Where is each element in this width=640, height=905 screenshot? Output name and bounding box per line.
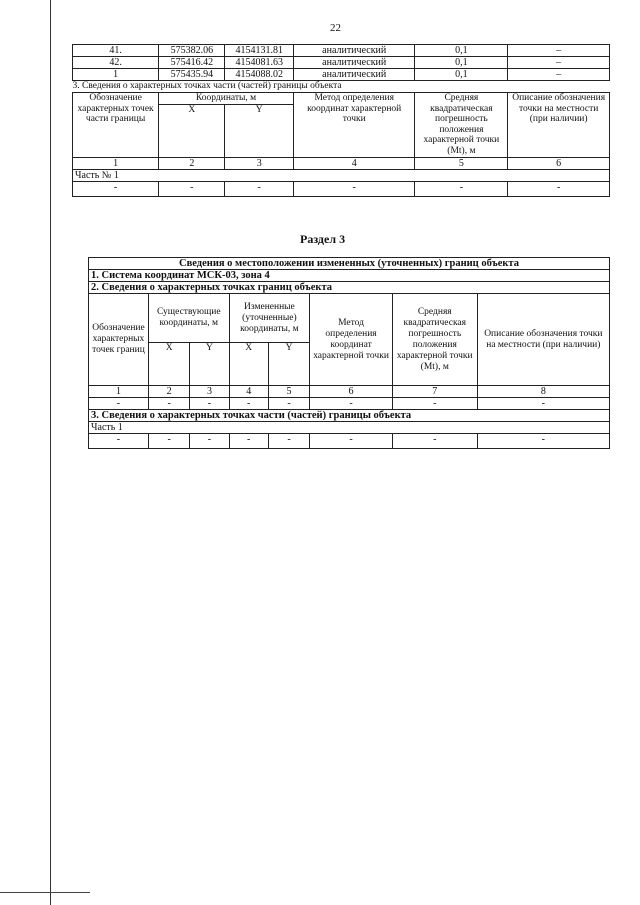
mt-value: 0,1 (415, 69, 508, 81)
top-coordinates-table (72, 44, 610, 197)
col-number: 3 (190, 386, 229, 398)
section-title: Раздел 3 (300, 232, 346, 246)
part-label: Часть № 1 (73, 170, 610, 182)
table-row (89, 398, 610, 410)
part-row (73, 170, 610, 182)
table-header-row (89, 294, 610, 343)
col-number: 7 (392, 386, 477, 398)
coord-y: 4154081.63 (225, 57, 294, 69)
header-existing: Существующие координаты, м (148, 294, 229, 343)
col-number: 4 (293, 158, 415, 170)
method: аналитический (293, 45, 415, 57)
section3-title: Сведения о местоположении измененных (уточненных) границ объекта (89, 258, 610, 270)
method: аналитический (293, 69, 415, 81)
empty-cell: - (508, 182, 610, 197)
page-number: 22 (330, 22, 341, 34)
table-caption: 3. Сведения о характерных точках части (частей) границы объекта (73, 81, 610, 93)
empty-cell: - (148, 398, 189, 410)
col-number: 2 (159, 158, 225, 170)
coord-x: 575416.42 (159, 57, 225, 69)
header-mt: Средняя квадратическая погрешность положения характерной точки (Mt), м (392, 294, 477, 386)
point-number: 41. (73, 45, 159, 57)
table-row (89, 434, 610, 449)
column-number-row (73, 158, 610, 170)
col-number: 5 (415, 158, 508, 170)
empty-cell: - (477, 434, 609, 449)
coordinate-system: 1. Система координат МСК-03, зона 4 (89, 270, 610, 282)
empty-cell: - (89, 398, 149, 410)
header-changed: Измененные (уточненные) координаты, м (229, 294, 310, 343)
table-row (73, 182, 610, 197)
empty-cell: - (268, 398, 309, 410)
header-description: Описание обозначения точки на местности (при наличии) (477, 294, 609, 386)
table-row (73, 81, 610, 93)
footer-line (0, 892, 90, 893)
part-row (89, 422, 610, 434)
col-number: 8 (477, 386, 609, 398)
col-number: 6 (310, 386, 393, 398)
coord-x: 575435.94 (159, 69, 225, 81)
col-number: 4 (229, 386, 268, 398)
header-y: Y (268, 343, 309, 386)
points-heading: 2. Сведения о характерных точках границ объекта (89, 282, 610, 294)
empty-cell: - (310, 434, 393, 449)
empty-cell: - (268, 434, 309, 449)
header-x: X (148, 343, 189, 386)
col-number: 5 (268, 386, 309, 398)
empty-cell: - (293, 182, 415, 197)
empty-cell: - (310, 398, 393, 410)
part-label: Часть 1 (89, 422, 610, 434)
header-x: X (159, 104, 225, 157)
binding-line (50, 0, 51, 905)
mt-value: 0,1 (415, 57, 508, 69)
header-designation: Обозначение характерных точек границ (89, 294, 149, 386)
table-row (73, 69, 610, 81)
table-row (73, 45, 610, 57)
header-description: Описание обозначения точки на местности (при наличии) (508, 93, 610, 158)
header-y: Y (190, 343, 229, 386)
table-row (89, 270, 610, 282)
section3-table (88, 257, 610, 449)
empty-cell: - (225, 182, 294, 197)
header-mt: Средняя квадратическая погрешность положения характерной точки (Mt), м (415, 93, 508, 158)
header-x: X (229, 343, 268, 386)
empty-cell: - (392, 398, 477, 410)
header-method: Метод определения координат характерной точки (310, 294, 393, 386)
table-row (73, 57, 610, 69)
col-number: 1 (89, 386, 149, 398)
col-number: 2 (148, 386, 189, 398)
header-method: Метод определения координат характерной точки (293, 93, 415, 158)
empty-cell: - (229, 398, 268, 410)
column-number-row (89, 386, 610, 398)
empty-cell: - (477, 398, 609, 410)
table-title-row (89, 258, 610, 270)
col-number: 1 (73, 158, 159, 170)
method: аналитический (293, 57, 415, 69)
parts-heading: 3. Сведения о характерных точках части (частей) границы объекта (89, 410, 610, 422)
mt-value: 0,1 (415, 45, 508, 57)
description: – (508, 57, 610, 69)
empty-cell: - (190, 434, 229, 449)
empty-cell: - (159, 182, 225, 197)
empty-cell: - (229, 434, 268, 449)
description: – (508, 45, 610, 57)
header-y: Y (225, 104, 294, 157)
empty-cell: - (73, 182, 159, 197)
header-designation: Обозначение характерных точек части границы (73, 93, 159, 158)
empty-cell: - (148, 434, 189, 449)
header-coords: Координаты, м (159, 93, 294, 105)
empty-cell: - (392, 434, 477, 449)
point-number: 42. (73, 57, 159, 69)
empty-cell: - (190, 398, 229, 410)
point-number: 1 (73, 69, 159, 81)
col-number: 3 (225, 158, 294, 170)
empty-cell: - (89, 434, 149, 449)
empty-cell: - (415, 182, 508, 197)
table-row (89, 410, 610, 422)
coord-y: 4154088.02 (225, 69, 294, 81)
col-number: 6 (508, 158, 610, 170)
table-header-row (73, 93, 610, 105)
description: – (508, 69, 610, 81)
table-row (89, 282, 610, 294)
coord-x: 575382.06 (159, 45, 225, 57)
coord-y: 4154131.81 (225, 45, 294, 57)
